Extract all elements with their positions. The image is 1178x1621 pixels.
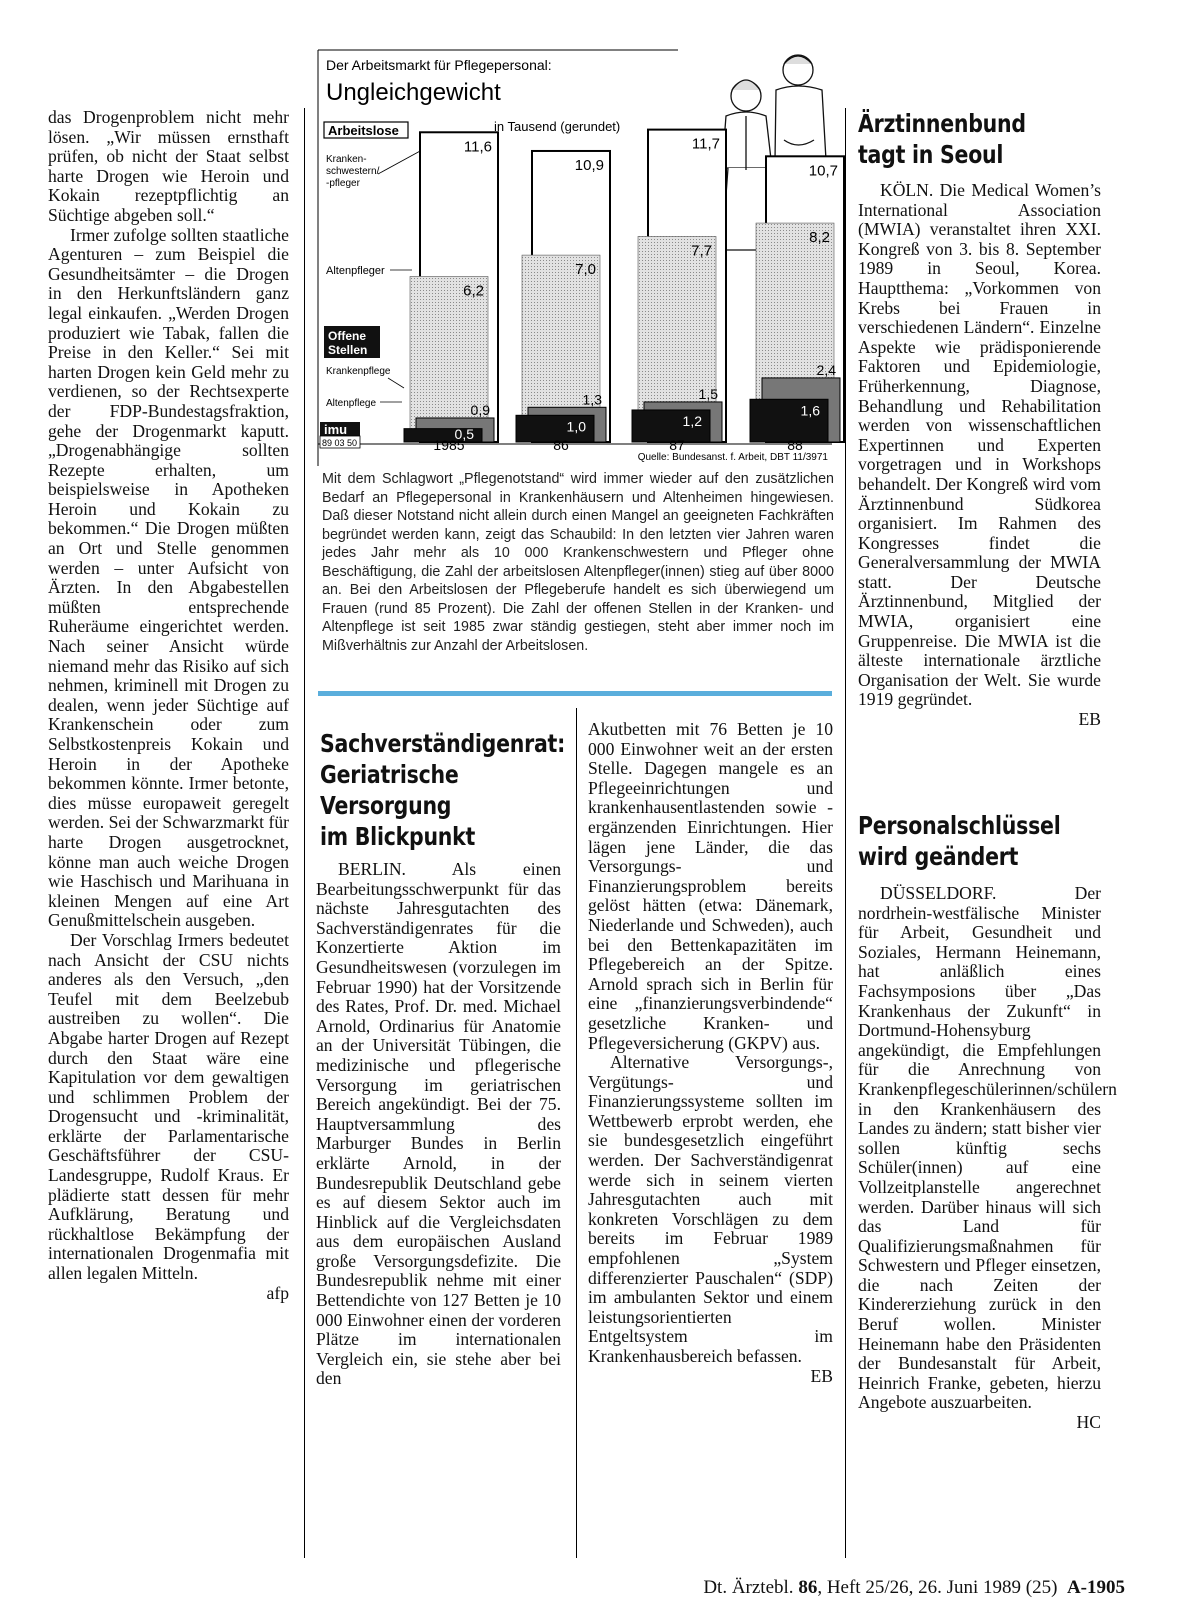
value-label-kranken: 11,7 — [691, 135, 720, 153]
category-label-1985: 1985 — [433, 437, 465, 453]
legend-krankenpflege: Krankenpflege — [326, 366, 391, 377]
chart-code: 89 03 50 — [322, 438, 358, 448]
headline-line: tagt in Seoul — [858, 140, 1004, 169]
footer-volume: 86 — [798, 1577, 818, 1598]
value-label-offen-kranken: 0,9 — [470, 401, 490, 418]
legend-offene-2: Stellen — [328, 343, 368, 357]
value-label-alten: 8,2 — [809, 229, 830, 247]
value-label-offen-alten: 1,6 — [800, 402, 820, 419]
column-rule-2 — [576, 708, 577, 1558]
column-rule-1 — [304, 108, 305, 1558]
category-label-86: 86 — [553, 437, 569, 453]
value-label-kranken: 11,6 — [463, 138, 492, 156]
headline-geriatrie — [320, 728, 619, 852]
footer-issue: , Heft 25/26, 26. Juni 1989 (25) — [817, 1577, 1058, 1598]
seoul-column — [858, 181, 1101, 730]
headline-line: Geriatrische — [320, 760, 459, 789]
value-label-offen-alten: 0,5 — [454, 426, 474, 442]
headline-seoul — [858, 108, 1063, 170]
chart-svg — [318, 50, 838, 466]
personal-column — [858, 883, 1117, 1433]
left-paragraph-2: Irmer zufolge sollten staatliche Agenturen – zum Beispiel die Gesundheitsämter – die Drogen in den Herkunftsländern ganz legal einkaufen. „Werden Drogen produziert wie Tabak, fallen die Preise in den Keller.“ Sei mit harten Drogen kein Geld mehr zu verdienen, so der Rechtsexperte der FDP-Bundestagsfraktion, gehe der Drogenmarkt kaputt. „Drogenabhängige sollten Rezepte erhalten, um beispielsweise in Apotheken Heroin und Kokain zu bekommen.“ Die Drogen müßten an Ort und Stelle genommen werden – unter Aufsicht von Ärzten. In den Abgabestellen müßten entsprechende Ruheräume eingerichtet werden. Nach seiner Ansicht würde niemand mehr das Risiko auf sich nehmen, kriminell mit Drogen zu dealen, wenn jeder Süchtige auf Krankenschein oder zum Selbstkostenpreis Kokain und Heroin in der Apotheke bekommen könnte. Irmer betonte, dies müsse europaweit geregelt werden. Sei der Schwarzmarkt für harte Drogen ausgetrocknet, könne man auch weiche Drogen wie Haschisch und Marihuana in kleinen Mengen auf eine Art Genußmittelschein ausgeben. — [48, 224, 289, 931]
section-divider — [318, 691, 832, 696]
headline-personal — [858, 810, 1105, 872]
legend-altenpfleger: Altenpfleger — [326, 265, 385, 277]
geriatrie-paragraph-2: Akutbetten mit 76 Betten je 10 000 Einwohner weit an der ersten Stelle. Dagegen mangele es an Pflegeeinrichtungen und krankenhausentlastenden sowie -ergänzenden Einrichtungen. Hier lägen jene Länder, die das Versorgungs- und Finanzierungsproblem bereits gelöst hätten (etwa: Dänemark, Niederlande und Schweden), auch bei den Bettenkapazitäten im Pflegebereich an der Spitze. Arnold sprach sich in Berlin für eine „finanzierungsverbindende“ gesetzliche Kranken- und Pflegeversicherung (GKPV) aus. — [588, 719, 833, 1053]
chart — [318, 50, 838, 466]
geriatrie-paragraph-3: Alternative Versorgungs-, Vergütungs- und Finanzierungssysteme sollten im Wettbewerb erprobt werden, ehe sie bundesgesetzlich eingeführt werden. Der Sachverständigenrat werde sich in seinem vierten Jahresgutachten auch mit konkreten Vorschlägen zu dem bereits im Februar 1989 empfohlenen „System differenzierter Pauschalen“ (SDP) im ambulanten Sektor und einem leistungsorientierten Entgeltsystem im Krankenhausbereich befassen. — [588, 1052, 833, 1366]
legend-kranken-3: -pfleger — [326, 178, 360, 189]
value-label-kranken: 10,7 — [808, 162, 838, 180]
geriatrie-column-2 — [588, 720, 833, 1386]
chart-supertitle: Der Arbeitsmarkt für Pflegepersonal: — [326, 57, 552, 73]
category-label-88: 88 — [787, 437, 803, 453]
value-label-alten: 7,0 — [575, 261, 596, 279]
personal-signature: HC — [1076, 1412, 1101, 1433]
chart-unit-label: in Tausend (gerundet) — [494, 119, 621, 134]
value-label-kranken: 10,9 — [574, 156, 604, 174]
personal-paragraph: DÜSSELDORF. Der nordrhein-westfälische Minister für Arbeit, Gesundheit und Soziales, Hermann Heinemann, hat anläßlich eines Fachsymposions über „Das Krankenhaus der Zukunft“ in Dortmund-Hohensyburg angekündigt, die Empfehlungen für die Anrechnung von Krankenpflegeschülerinnen/schülern in den Krankenhäusern des Landes zu ändern; statt bisher vier sollen künftig sechs Schüler(innen) auf eine Vollzeitplanstelle angerechnet werden. Darüber hinaus will sich das Land für Qualifizierungsmaßnahmen für Schwestern und Pfleger einsetzen, die nach Zeiten der Kindererziehung zurück in den Beruf wollen. Minister Heinemann habe den Präsidenten der Bundesanstalt für Arbeit, Heinrich Franke, gebeten, hierzu Angebote auszuarbeiten. — [858, 883, 1117, 1413]
value-label-offen-alten: 1,2 — [682, 412, 702, 429]
headline-line: wird geändert — [858, 842, 1019, 871]
legend-kranken-1: Kranken- — [326, 154, 367, 165]
legend-altenpflege: Altenpflege — [326, 398, 377, 409]
chart-title: Ungleichgewicht — [326, 79, 501, 106]
left-signature: afp — [266, 1282, 289, 1303]
headline-line: im Blickpunkt — [320, 822, 476, 851]
headline-line: Ärztinnenbund — [858, 109, 1026, 138]
geriatrie-signature: EB — [810, 1365, 833, 1386]
left-paragraph-3: Der Vorschlag Irmers bedeutet nach Ansicht der CSU nichts anderes als den Versuch, „den Teufel mit dem Beelzebub austreiben zu wollen“. Die Abgabe harter Drogen auf Rezept durch den Staat wäre eine Kapitulation vor dem gewaltigen und schlimmen Problem der Drogensucht und -kriminalität, erklärte der Parlamentarische Geschäftsführer der CSU-Landesgruppe, Rudolf Kraus. Er plädierte statt dessen für mehr Aufklärung, Beratung und rückhaltlose Bekämpfung der internationalen Drogenmafia mit allen legalen Mitteln. — [48, 929, 289, 1284]
value-label-offen-kranken: 2,4 — [816, 361, 836, 378]
headline-line: Personalschlüssel — [858, 811, 1061, 840]
value-label-alten: 7,7 — [691, 242, 712, 260]
geriatrie-column-1 — [316, 860, 561, 1389]
legend-offene-1: Offene — [328, 329, 367, 343]
legend-arbeitslose: Arbeitslose — [328, 123, 399, 138]
legend-kranken-2: schwestern/ — [326, 166, 380, 177]
chart-source: Quelle: Bundesanst. f. Arbeit, DBT 11/3971 — [637, 452, 828, 463]
value-label-offen-kranken: 1,3 — [582, 391, 602, 408]
page-footer — [703, 1577, 1125, 1599]
seoul-paragraph: KÖLN. Die Medical Women’s International Association (MWIA) veranstaltet ihren XXI. Kongreß von 3. bis 8. September 1989 in Seoul, Korea. Hauptthema: „Vorkommen von Krebs bei Frauen in verschiedenen Ländern“. Einzelne Aspekte wie prädisponierende Faktoren und Epidemiologie, Früherkennung, Diagnose, Behandlung und Rehabilitation werden von wissenschaftlichen Expertinnen und Experten vorgetragen und in Workshops behandelt. Der Kongreß wird vom Ärztinnenbund Südkorea organisiert. Im Rahmen des Kongresses findet die Generalversammlung der MWIA statt. Der Deutsche Ärztinnenbund, Mitglied der MWIA, organisiert eine Gruppenreise. Die MWIA ist die älteste internationale ärztliche Organisation der Welt. Sie wurde 1919 gegründet. — [858, 180, 1101, 710]
headline-line: Versorgung — [320, 791, 452, 820]
left-paragraph-1: das Drogenproblem nicht mehr lösen. „Wir müssen ernsthaft prüfen, ob nicht der Staat selbst harte Drogen wie Heroin und Kokain rezeptpflichtig an Süchtige abgeben soll.“ — [48, 107, 289, 225]
footer-journal: Dt. Ärztebl. — [703, 1577, 794, 1598]
left-column — [48, 108, 289, 1303]
geriatrie-paragraph-1: BERLIN. Als einen Bearbeitungsschwerpunkt für das nächste Jahresgutachten des Sachverständigenrates für die Konzertierte Aktion im Gesundheitswesen (vorzulegen im Februar 1990) hat der Vorsitzende des Rates, Prof. Dr. med. Michael Arnold, Ordinarius für Anatomie an der Universität Tübingen, die medizinische und pflegerische Versorgung im geriatrischen Bereich angekündigt. Bei der 75. Hauptversammlung des Marburger Bundes in Berlin erklärte Arnold, in der Bundesrepublik Deutschland gebe es auf diesem Sektor auch im Hinblick auf die Vergleichsdaten aus dem europäischen Ausland große Versorgungsdefizite. Die Bundesrepublik nehme mit einer Bettendichte von 127 Betten je 10 000 Einwohner einen der vorderen Plätze im internationalen Vergleich ein, sie stehe aber bei den — [316, 859, 561, 1389]
value-label-offen-kranken: 1,5 — [698, 385, 718, 402]
headline-line: Sachverständigenrat: — [320, 729, 566, 758]
column-rule-3 — [845, 108, 846, 1558]
value-label-offen-alten: 1,0 — [566, 418, 586, 435]
footer-page-number: A-1905 — [1066, 1577, 1125, 1598]
value-label-alten: 6,2 — [463, 282, 484, 300]
chart-caption: Mit dem Schlagwort „Pflegenotstand“ wird immer wieder auf den zusätzlichen Bedarf an Pflegepersonal in Krankenhäusern und Altenheimen hingewiesen. Daß dieser Notstand nicht allein durch einen Mangel an geeigneten Fachkräften begründet werden kann, zeigt das Schaubild: In den letzten vier Jahren waren jedes Jahr mehr als 10 000 Krankenschwestern und Pfleger ohne Beschäftigung, die Zahl der arbeitslosen Altenpfleger(innen) stieg auf über 8000 an. Bei den Arbeitslosen der Pflegeberufe handelt es sich überwiegend um Frauen (rund 85 Prozent). Die Zahl der offenen Stellen in der Kranken- und Altenpflege ist seit 1985 zwar ständig gestiegen, steht aber immer noch im Mißverhältnis zur Anzahl der Arbeitslosen. — [322, 471, 834, 654]
imu-logo: imu — [324, 422, 348, 437]
seoul-signature: EB — [1078, 709, 1101, 730]
category-label-87: 87 — [669, 437, 685, 453]
